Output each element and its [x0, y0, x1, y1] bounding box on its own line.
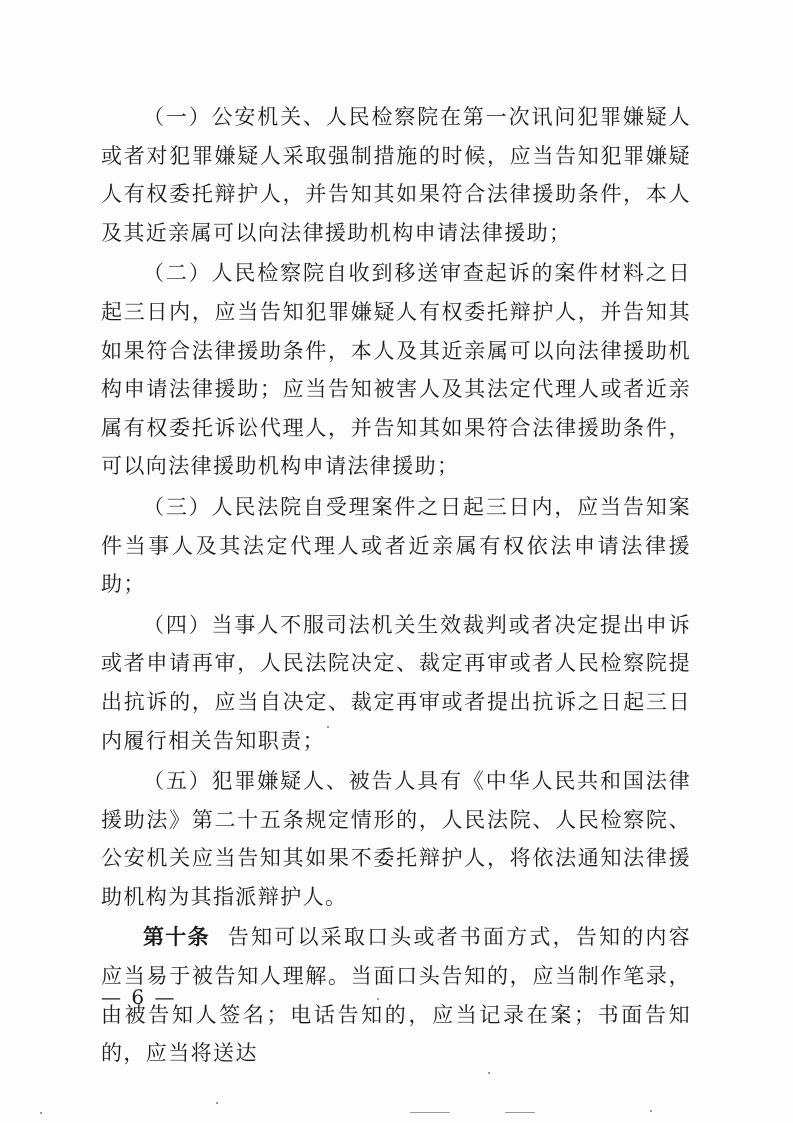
- scan-speck: [327, 726, 329, 728]
- scan-speck: [650, 1110, 652, 1112]
- scan-speck: [488, 1072, 490, 1074]
- scan-speck: [216, 1102, 218, 1104]
- clause-3-paragraph: （三）人民法院自受理案件之日起三日内，应当告知案件当事人及其法定代理人或者近亲属有权依法申请法律援助；: [101, 494, 691, 597]
- page-number: — 6 —: [101, 985, 177, 1009]
- clause-5-paragraph: （五）犯罪嫌疑人、被告人具有《中华人民共和国法律援助法》第二十五条规定情形的，人民法院、人民检察院、公安机关应当告知其如果不委托辩护人，将依法通知法律援助机构为其指派辩护人。: [101, 769, 691, 909]
- clause-2-paragraph: （二）人民检察院自收到移送审查起诉的案件材料之日起三日内，应当告知犯罪嫌疑人有权委托辩护人，并告知其如果符合法律援助条件，本人及其近亲属可以向法律援助机构申请法律援助；应当告知被害人及其法定代理人或者近亲属有权委托诉讼代理人，并告知其如果符合法律援助条件，可以向法律援助机构申请法律援助；: [101, 261, 691, 479]
- scan-speck: [410, 1112, 450, 1113]
- clause-4-paragraph: （四）当事人不服司法机关生效裁判或者决定提出申诉或者申请再审，人民法院决定、裁定再审或者人民检察院提出抗诉的，应当自决定、裁定再审或者提出抗诉之日起三日内履行相关告知职责；: [101, 612, 691, 753]
- scan-speck: [505, 1112, 535, 1113]
- document-body: [101, 98, 691, 1073]
- article-10-paragraph: [101, 918, 691, 1072]
- clause-1-paragraph: （一）公安机关、人民检察院在第一次讯问犯罪嫌疑人或者对犯罪嫌疑人采取强制措施的时候，应当告知犯罪嫌疑人有权委托辩护人，并告知其如果符合法律援助条件，本人及其近亲属可以向法律援助机构申请法律援助；: [101, 105, 691, 245]
- article-number: 第十条: [143, 925, 210, 950]
- scan-speck: [40, 1112, 42, 1114]
- scan-speck: [377, 998, 379, 1000]
- article-text: 告知可以采取口头或者书面方式，告知的内容应当易于被告知人理解。当面口头告知的，应当制作笔录，由被告知人签名；电话告知的，应当记录在案；书面告知的，应当将送达: [101, 925, 692, 1066]
